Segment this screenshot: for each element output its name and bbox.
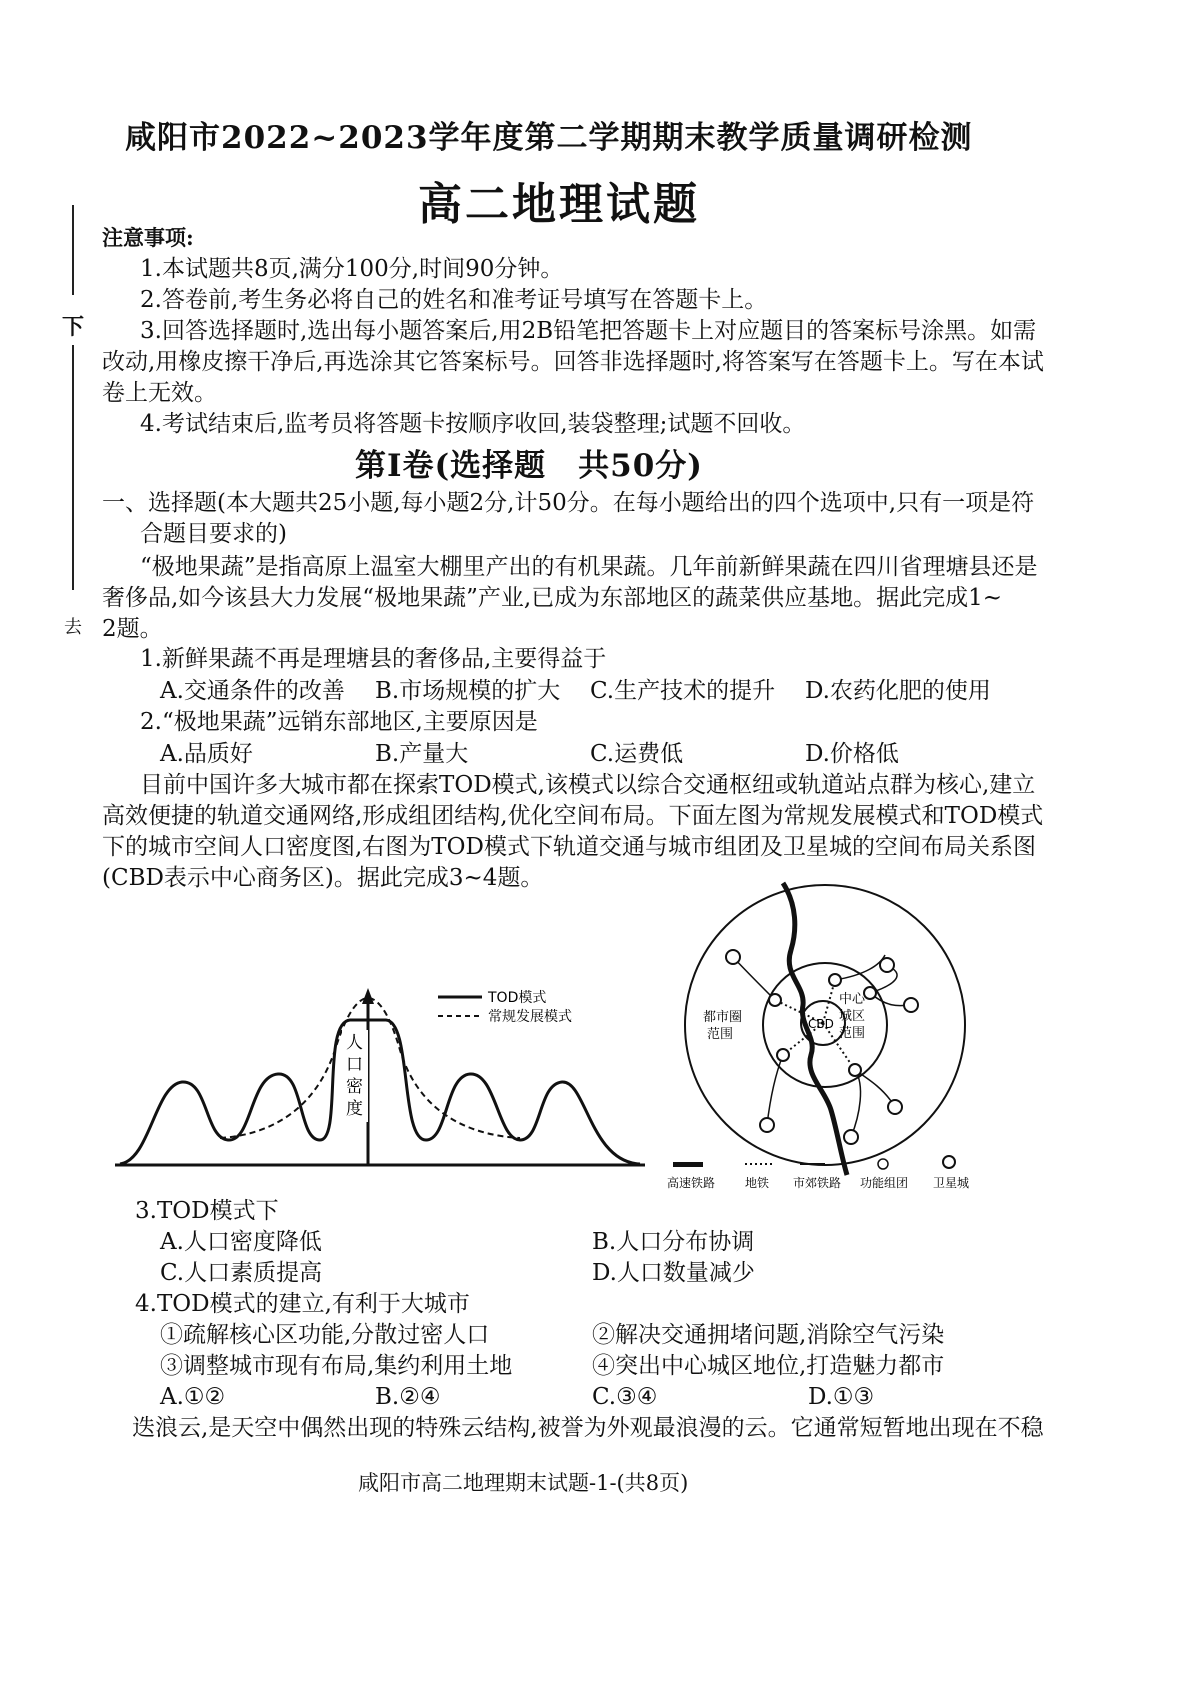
passage1-line1: “极地果蔬”是指高原上温室大棚里产出的有机果蔬。几年前新鲜果蔬在四川省理塘县还是 bbox=[140, 554, 1038, 580]
exam-title: 咸阳市2022~2023学年度第二学期期末教学质量调研检测 bbox=[125, 120, 973, 156]
note-3a: 3.回答选择题时,选出每小题答案后,用2B铅笔把答题卡上对应题目的答案标号涂黑。如需 bbox=[140, 318, 1037, 344]
legend-satellite-text: 卫星城 bbox=[933, 1176, 970, 1190]
passage1-line3: 2题。 bbox=[102, 616, 163, 642]
section-title: 第Ⅰ卷(选择题 共50分) bbox=[355, 448, 703, 484]
passage2-line1: 目前中国许多大城市都在探索TOD模式,该模式以综合交通枢纽或轨道站点群为核心,建立 bbox=[140, 772, 1036, 798]
passage1-line2: 奢侈品,如今该县大力发展“极地果蔬”产业,已成为东部地区的蔬菜供应基地。据此完成1~ bbox=[102, 585, 1003, 611]
center-area-label-2: 城区 bbox=[839, 1009, 866, 1024]
section-intro-a: 一、选择题(本大题共25小题,每小题2分,计50分。在每小题给出的四个选项中,只有一项是符 bbox=[102, 490, 1035, 516]
q4-statement-2: ②解决交通拥堵问题,消除空气污染 bbox=[592, 1322, 945, 1348]
binding-mark-bottom: 去 bbox=[64, 617, 82, 638]
legend-tod-text: TOD模式 bbox=[488, 990, 547, 1006]
satellite-city bbox=[904, 998, 918, 1012]
note-4: 4.考试结束后,监考员将答题卡按顺序收回,装袋整理;试题不回收。 bbox=[140, 411, 806, 437]
binding-mark-top: 下 bbox=[62, 314, 85, 340]
q4-option-c: C.③④ bbox=[592, 1384, 658, 1410]
suburban-railway-2 bbox=[835, 955, 885, 980]
note-2: 2.答卷前,考生务必将自己的姓名和准考证号填写在答题卡上。 bbox=[140, 287, 768, 313]
q1-option-b: B.市场规模的扩大 bbox=[375, 678, 561, 704]
legend-normal-text: 常规发展模式 bbox=[488, 1009, 572, 1025]
q4-statement-1: ①疏解核心区功能,分散过密人口 bbox=[160, 1322, 490, 1348]
axis-label-char-2: 口 bbox=[346, 1055, 363, 1075]
passage2-line4: (CBD表示中心商务区)。据此完成3~4题。 bbox=[102, 865, 544, 891]
figure-rail-layout bbox=[665, 875, 1000, 1193]
q4-statement-3: ③调整城市现有布局,集约利用土地 bbox=[160, 1353, 513, 1379]
center-area-label-1: 中心 bbox=[839, 992, 866, 1007]
function-cluster bbox=[769, 994, 781, 1006]
satellite-city bbox=[880, 958, 894, 972]
note-3b: 改动,用橡皮擦干净后,再选涂其它答案标号。回答非选择题时,将答案写在答题卡上。写在本试 bbox=[102, 349, 1044, 375]
y-axis-arrow bbox=[362, 988, 374, 1004]
satellite-city bbox=[844, 1130, 858, 1144]
q4-statement-4: ④突出中心城区地位,打造魅力都市 bbox=[592, 1353, 945, 1379]
q4-option-a: A.①② bbox=[160, 1384, 226, 1410]
binding-line-top bbox=[72, 205, 74, 295]
passage3-line1: 迭浪云,是天空中偶然出现的特殊云结构,被誉为外观最浪漫的云。它通常短暂地出现在不稳 bbox=[132, 1415, 1044, 1441]
suburban-railway-1 bbox=[733, 957, 775, 1000]
q1-stem: 1.新鲜果蔬不再是理塘县的奢侈品,主要得益于 bbox=[140, 646, 607, 672]
metro-area-label-2: 范围 bbox=[707, 1027, 734, 1042]
q3-option-b: B.人口分布协调 bbox=[592, 1229, 755, 1255]
legend-satellite-symbol bbox=[943, 1156, 955, 1168]
legend-function-text: 功能组团 bbox=[860, 1176, 909, 1190]
function-cluster bbox=[864, 987, 876, 999]
q1-option-d: D.农药化肥的使用 bbox=[805, 678, 991, 704]
function-cluster bbox=[829, 974, 841, 986]
page-footer: 咸阳市高二地理期末试题-1-(共8页) bbox=[358, 1471, 689, 1495]
q4-stem: 4.TOD模式的建立,有利于大城市 bbox=[135, 1291, 470, 1317]
legend-function-symbol bbox=[878, 1159, 888, 1169]
subject-title: 高二地理试题 bbox=[418, 179, 700, 230]
note-1: 1.本试题共8页,满分100分,时间90分钟。 bbox=[140, 256, 564, 282]
q1-option-a: A.交通条件的改善 bbox=[160, 678, 345, 704]
passage2-line3: 下的城市空间人口密度图,右图为TOD模式下轨道交通与城市组团及卫星城的空间布局关系图 bbox=[102, 834, 1036, 860]
legend-suburban-text: 市郊铁路 bbox=[793, 1176, 842, 1190]
q4-option-d: D.①③ bbox=[808, 1384, 875, 1410]
notes-heading: 注意事项: bbox=[102, 225, 194, 250]
axis-label-char-3: 密 bbox=[346, 1077, 363, 1097]
q4-option-b: B.②④ bbox=[375, 1384, 441, 1410]
q2-option-c: C.运费低 bbox=[590, 741, 684, 767]
cbd-label: CBD bbox=[808, 1017, 834, 1031]
q1-option-c: C.生产技术的提升 bbox=[590, 678, 776, 704]
passage2-line2: 高效便捷的轨道交通网络,形成组团结构,优化空间布局。下面左图为常规发展模式和TOD模式 bbox=[102, 803, 1044, 829]
center-area-label-3: 范围 bbox=[839, 1026, 866, 1041]
figure-population-density bbox=[110, 960, 650, 1180]
q2-stem: 2.“极地果蔬”远销东部地区,主要原因是 bbox=[140, 709, 538, 735]
axis-label-char-4: 度 bbox=[346, 1099, 363, 1119]
satellite-city bbox=[760, 1118, 774, 1132]
legend-high-speed-text: 高速铁路 bbox=[667, 1176, 716, 1190]
q2-option-d: D.价格低 bbox=[805, 741, 899, 767]
satellite-city bbox=[726, 950, 740, 964]
satellite-city bbox=[888, 1100, 902, 1114]
section-intro-b: 合题目要求的) bbox=[140, 521, 287, 547]
q3-option-a: A.人口密度降低 bbox=[160, 1229, 322, 1255]
binding-line-mid bbox=[72, 345, 74, 590]
axis-label-char-1: 人 bbox=[346, 1033, 363, 1053]
suburban-railway-5 bbox=[767, 1055, 783, 1125]
q2-option-a: A.品质好 bbox=[160, 741, 253, 767]
q3-option-c: C.人口素质提高 bbox=[160, 1260, 323, 1286]
q3-option-d: D.人口数量减少 bbox=[592, 1260, 755, 1286]
legend-high-speed-symbol bbox=[673, 1162, 703, 1167]
function-cluster bbox=[849, 1064, 861, 1076]
metro-area-label-1: 都市圈 bbox=[703, 1010, 743, 1025]
q2-option-b: B.产量大 bbox=[375, 741, 469, 767]
function-cluster bbox=[777, 1049, 789, 1061]
legend-subway-text: 地铁 bbox=[745, 1176, 770, 1190]
note-3c: 卷上无效。 bbox=[102, 380, 217, 406]
q3-stem: 3.TOD模式下 bbox=[135, 1198, 279, 1224]
tod-curve bbox=[120, 1020, 640, 1164]
